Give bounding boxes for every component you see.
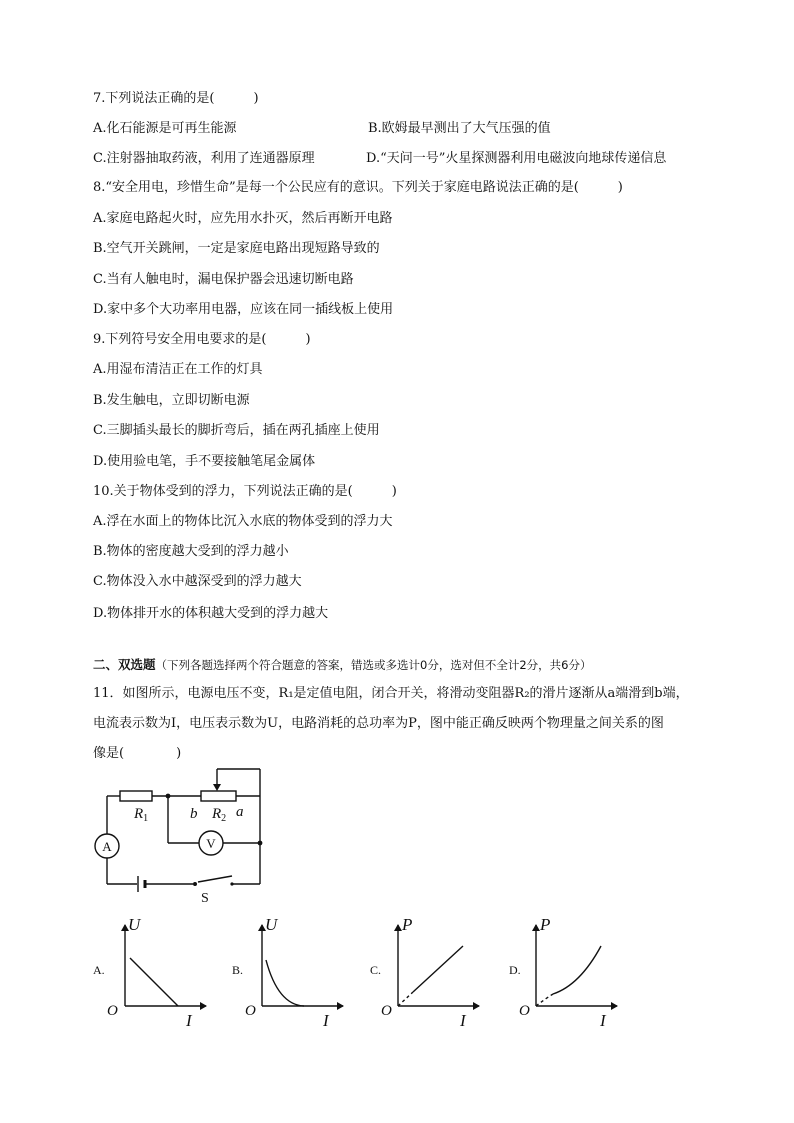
graph-c-y-label: P bbox=[402, 915, 413, 934]
label-a: a bbox=[236, 804, 244, 820]
q9-stem: 9.下列符号安全用电要求的是( ) bbox=[93, 332, 311, 347]
q8-stem: 8.“安全用电，珍惜生命”是每一个公民应有的意识。下列关于家庭电路说法正确的是( ) bbox=[93, 180, 623, 195]
label-r1: $R_1$ bbox=[134, 806, 149, 824]
q7-stem: 7.下列说法正确的是( ) bbox=[93, 91, 259, 106]
graph-a-option: A. bbox=[93, 963, 105, 977]
q10-stem: 10.关于物体受到的浮力，下列说法正确的是( ) bbox=[93, 484, 397, 499]
label-b: b bbox=[190, 806, 198, 822]
section-title: 二、双选题 bbox=[93, 657, 156, 672]
q10-option-c: C.物体没入水中越深受到的浮力越大 bbox=[93, 574, 302, 589]
graph-b-option: B. bbox=[232, 963, 244, 977]
q9-option-a: A.用湿布清洁正在工作的灯具 bbox=[93, 362, 263, 377]
q10-option-a: A.浮在水面上的物体比沉入水底的物体受到的浮力大 bbox=[93, 514, 393, 529]
graph-b-x-label: I bbox=[323, 1011, 329, 1030]
q10-option-d: D.物体排开水的体积越大受到的浮力越大 bbox=[93, 606, 329, 621]
q7-option-a: A.化石能源是可再生能源 bbox=[93, 121, 237, 136]
graph-curve bbox=[553, 946, 601, 994]
graph-d-y-label: P bbox=[540, 915, 551, 934]
label-voltmeter: V bbox=[206, 836, 216, 851]
graph-c-option: C. bbox=[370, 963, 382, 977]
graph-line bbox=[130, 958, 178, 1006]
q9-option-c: C.三脚插头最长的脚折弯后，插在两孔插座上使用 bbox=[93, 423, 380, 438]
section-note: （下列各题选择两个符合题意的答案，错选或多选计0分，选对但不全计2分，共6分） bbox=[155, 658, 592, 672]
q11-line-2: 电流表示数为I，电压表示数为U，电路消耗的总功率为P，图中能正确反映两个物理量之间关系的图 bbox=[93, 716, 664, 731]
graph-d-option: D. bbox=[509, 963, 521, 977]
graph-a-y-label: U bbox=[128, 915, 141, 934]
q7-option-d: D.“天问一号”火星探测器利用电磁波向地球传递信息 bbox=[366, 151, 667, 166]
label-ammeter: A bbox=[102, 839, 112, 854]
graph-dashed bbox=[398, 992, 413, 1006]
graph-b-y-label: U bbox=[265, 915, 278, 934]
q9-option-d: D.使用验电笔，手不要接触笔尾金属体 bbox=[93, 454, 316, 469]
graph-c bbox=[398, 925, 479, 1006]
q8-option-b: B.空气开关跳闸，一定是家庭电路出现短路导致的 bbox=[93, 241, 380, 256]
graph-curve bbox=[266, 960, 304, 1006]
q11-line-1: 11．如图所示，电源电压不变，R₁是定值电阻，闭合开关，将滑动变阻器R₂的滑片逐渐从a端滑到b端， bbox=[93, 686, 689, 701]
graph-dashed bbox=[536, 994, 553, 1006]
graph-a-origin: O bbox=[107, 1003, 118, 1019]
q8-option-a: A.家庭电路起火时，应先用水扑灭，然后再断开电路 bbox=[93, 211, 393, 226]
graph-c-origin: O bbox=[381, 1003, 392, 1019]
q9-option-b: B.发生触电，立即切断电源 bbox=[93, 393, 250, 408]
graph-d-origin: O bbox=[519, 1003, 530, 1019]
label-switch: S bbox=[201, 891, 209, 906]
q11-line-3: 像是( ) bbox=[93, 746, 182, 761]
graph-c-x-label: I bbox=[460, 1011, 466, 1030]
graph-b-origin: O bbox=[245, 1003, 256, 1019]
q10-option-b: B.物体的密度越大受到的浮力越小 bbox=[93, 544, 289, 559]
graph-b bbox=[262, 925, 343, 1006]
graph-d-x-label: I bbox=[600, 1011, 606, 1030]
graph-line bbox=[413, 946, 463, 992]
graph-d bbox=[536, 925, 617, 1006]
q7-option-b: B.欧姆最早测出了大气压强的值 bbox=[368, 121, 551, 136]
graph-a bbox=[125, 925, 206, 1006]
graph-a-x-label: I bbox=[186, 1011, 192, 1030]
q8-option-d: D.家中多个大功率用电器，应该在同一插线板上使用 bbox=[93, 302, 394, 317]
q7-option-c: C.注射器抽取药液，利用了连通器原理 bbox=[93, 151, 315, 166]
label-r2: $R_2$ bbox=[212, 806, 227, 824]
q8-option-c: C.当有人触电时，漏电保护器会迅速切断电路 bbox=[93, 272, 354, 287]
